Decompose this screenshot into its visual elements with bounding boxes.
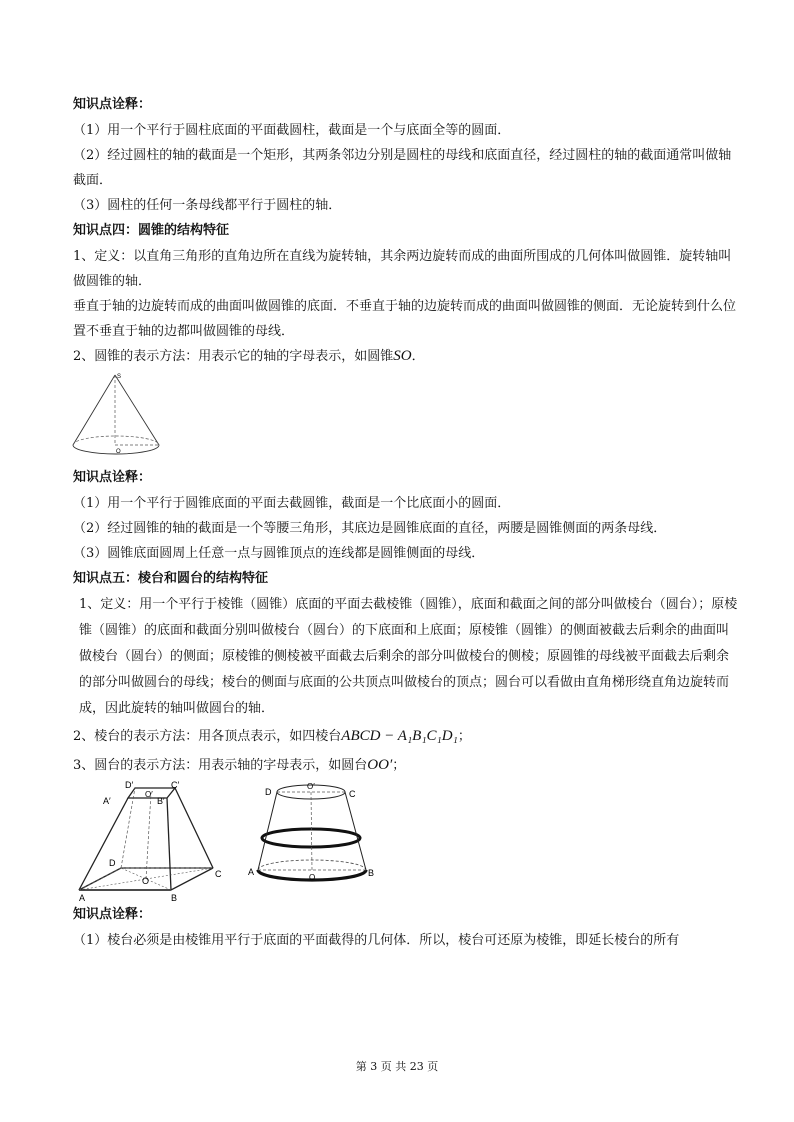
vertex-label: O [142, 876, 150, 886]
vertex-label: A′ [103, 796, 111, 806]
list-item: （2）经过圆锥的轴的截面是一个等腰三角形，其底边是圆锥底面的直径，两腰是圆锥侧面的两条母线． [73, 521, 667, 536]
list-item: （1）用一个平行于圆锥底面的平面去截圆锥，截面是一个比底面小的圆面． [73, 496, 511, 511]
paragraph [73, 722, 738, 751]
vertex-label: O′ [307, 782, 315, 791]
text: 2、圆锥的表示方法：用表示它的轴的字母表示，如圆锥 [73, 349, 394, 364]
vertex-label: B [171, 893, 178, 902]
text: 2、棱台的表示方法：用各顶点表示，如四棱台 [73, 729, 342, 744]
paragraph: 1、定义：用一个平行于棱锥（圆锥）底面的平面去截棱锥（圆锥），底面和截面之间的部分叫做棱台（圆台）；原棱锥（圆锥）的底面和截面分别叫做棱台（圆台）的下底面和上底面；原棱锥（圆锥）的侧面被截去后剩余的曲面叫做棱台（圆台）的侧面；原棱锥的侧棱被平面截去后剩余的部分叫做棱台的侧棱；原圆锥的母线被平面截去后剩余的部分叫做圆台的母线；棱台的侧面与底面的公共顶点叫做棱台的顶点；圆台可以看做由直角梯形绕直角边旋转而成，因此旋转的轴叫做圆台的轴． [79, 597, 738, 716]
vertex-label: A [248, 867, 255, 877]
list-item: （1）棱台必须是由棱锥用平行于底面的平面截得的几何体．所以，棱台可还原为棱锥，即延长棱台的所有 [73, 933, 680, 948]
section-title: 知识点诠释： [73, 97, 152, 112]
vertex-label: C [349, 789, 356, 799]
section-title: 知识点五：棱台和圆台的结构特征 [73, 571, 269, 586]
math-expression: OO′ [367, 757, 393, 773]
list-item: （3）圆锥底面圆周上任意一点与圆锥顶点的连线都是圆锥侧面的母线． [73, 546, 485, 561]
cone-diagram [71, 369, 191, 465]
list-item: （3）圆柱的任何一条母线都平行于圆柱的轴． [73, 198, 342, 213]
list-item: （1）用一个平行于圆柱底面的平面截圆柱，截面是一个与底面全等的圆面． [73, 123, 511, 138]
vertex-label: D [109, 858, 116, 868]
text: ． [411, 349, 425, 364]
page-footer: 第 3 页 共 23 页 [355, 1060, 439, 1073]
vertex-label: D [265, 787, 272, 797]
text: ； [392, 758, 406, 773]
frustum-figures [73, 780, 738, 902]
vertex-label: O [309, 873, 316, 882]
paragraph: 1、定义：以直角三角形的直角边所在直线为旋转轴，其余两边旋转而成的曲面所围成的几何体叫做圆锥．旋转轴叫做圆锥的轴． [73, 249, 732, 289]
vertex-label: C′ [171, 780, 180, 790]
section-title: 知识点诠释： [73, 907, 152, 922]
cone-figure [71, 369, 738, 465]
cone-frustum-diagram [243, 780, 403, 902]
vertex-label: B [368, 868, 375, 878]
paragraph [73, 751, 738, 780]
paragraph: 垂直于轴的边旋转而成的曲面叫做圆锥的底面．不垂直于轴的边旋转而成的曲面叫做圆锥的侧面．无论旋转到什么位置不垂直于轴的边都叫做圆锥的母线． [73, 299, 737, 339]
vertex-label: B′ [157, 796, 165, 806]
list-item: （2）经过圆柱的轴的截面是一个矩形，其两条邻边分别是圆柱的母线和底面直径，经过圆柱的轴的截面通常叫做轴截面． [73, 148, 732, 188]
page-content [73, 92, 738, 953]
vertex-label: O′ [145, 790, 153, 799]
center-label: O [116, 449, 121, 455]
section-title: 知识点四：圆锥的结构特征 [73, 223, 230, 238]
math-expression: SO [393, 348, 412, 364]
paragraph [73, 344, 738, 369]
text: ； [457, 729, 471, 744]
vertex-label: D′ [125, 780, 134, 790]
section-title: 知识点诠释： [73, 470, 152, 485]
vertex-label: C [215, 869, 222, 879]
vertex-label: A [79, 893, 86, 902]
math-expression: ABCD − A₁B₁C₁D₁ [341, 728, 458, 744]
text: 3、圆台的表示方法：用表示轴的字母表示，如圆台 [73, 758, 368, 773]
apex-label: S [117, 374, 122, 380]
